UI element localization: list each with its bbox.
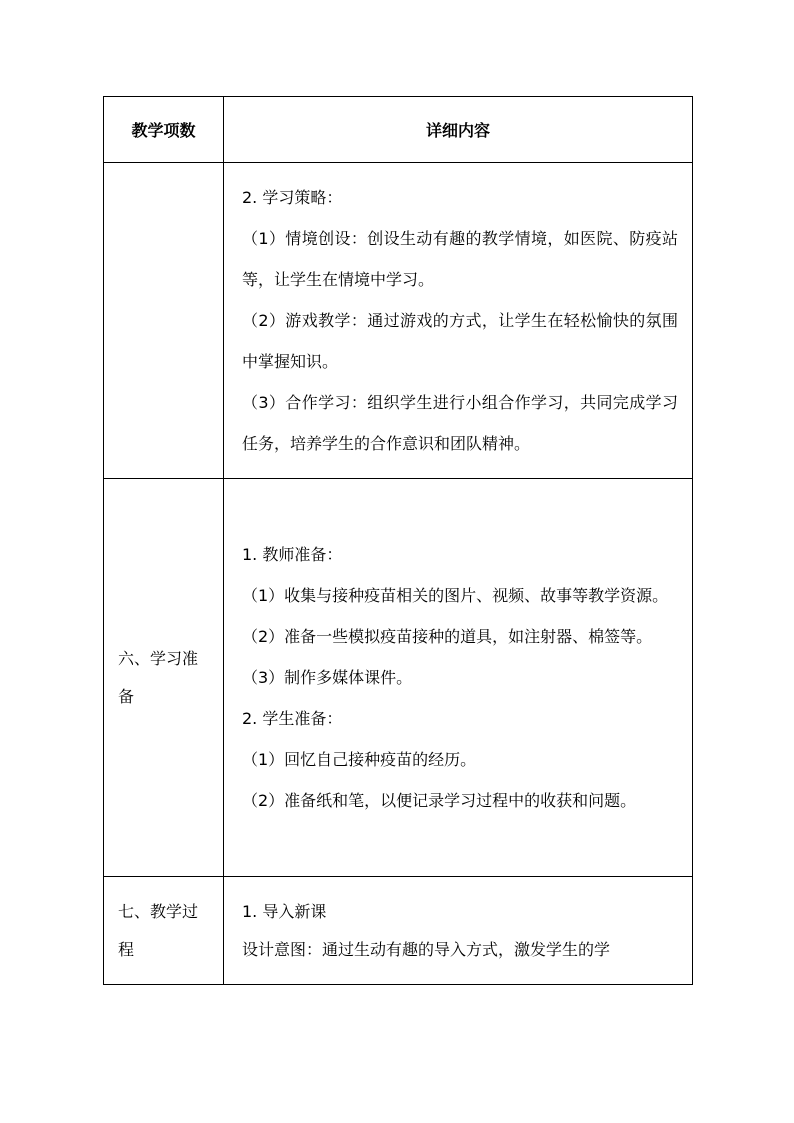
detail-paragraph: 1. 导入新课 xyxy=(242,901,327,921)
detail-paragraph: 设计意图：通过生动有趣的导入方式，激发学生的学 xyxy=(242,939,611,959)
detail-paragraph: （2）准备纸和笔，以便记录学习过程中的收获和问题。 xyxy=(242,791,637,810)
detail-paragraph: （1）收集与接种疫苗相关的图片、视频、故事等教学资源。 xyxy=(242,586,669,605)
row-item-label: 六、学习准备 xyxy=(104,479,224,877)
row-details xyxy=(224,479,693,877)
row-item-label xyxy=(104,163,224,479)
detail-paragraph: （3）制作多媒体课件。 xyxy=(242,668,413,687)
detail-paragraph: （2）准备一些模拟疫苗接种的道具，如注射器、棉签等。 xyxy=(242,627,653,646)
row-details xyxy=(224,163,693,479)
detail-paragraph: （2）游戏教学：通过游戏的方式，让学生在轻松愉快的氛围中掌握知识。 xyxy=(242,311,678,371)
detail-paragraph: 2. 学习策略： xyxy=(242,188,343,207)
row-details xyxy=(224,877,693,985)
detail-paragraph: （3）合作学习：组织学生进行小组合作学习，共同完成学习任务，培养学生的合作意识和团队精神。 xyxy=(242,393,678,453)
row-item-label: 七、教学过程 xyxy=(104,877,224,985)
table-header-row xyxy=(104,97,693,163)
detail-paragraph: 2. 学生准备： xyxy=(242,709,343,728)
table-row xyxy=(104,163,693,479)
detail-paragraph: （1）情境创设：创设生动有趣的教学情境，如医院、防疫站等，让学生在情境中学习。 xyxy=(242,229,678,289)
lesson-plan-table xyxy=(103,96,693,985)
table-row xyxy=(104,877,693,985)
table-row xyxy=(104,479,693,877)
header-details: 详细内容 xyxy=(224,97,693,163)
detail-paragraph: 1. 教师准备： xyxy=(242,545,343,564)
detail-paragraph: （1）回忆自己接种疫苗的经历。 xyxy=(242,750,477,769)
header-teaching-item: 教学项数 xyxy=(104,97,224,163)
